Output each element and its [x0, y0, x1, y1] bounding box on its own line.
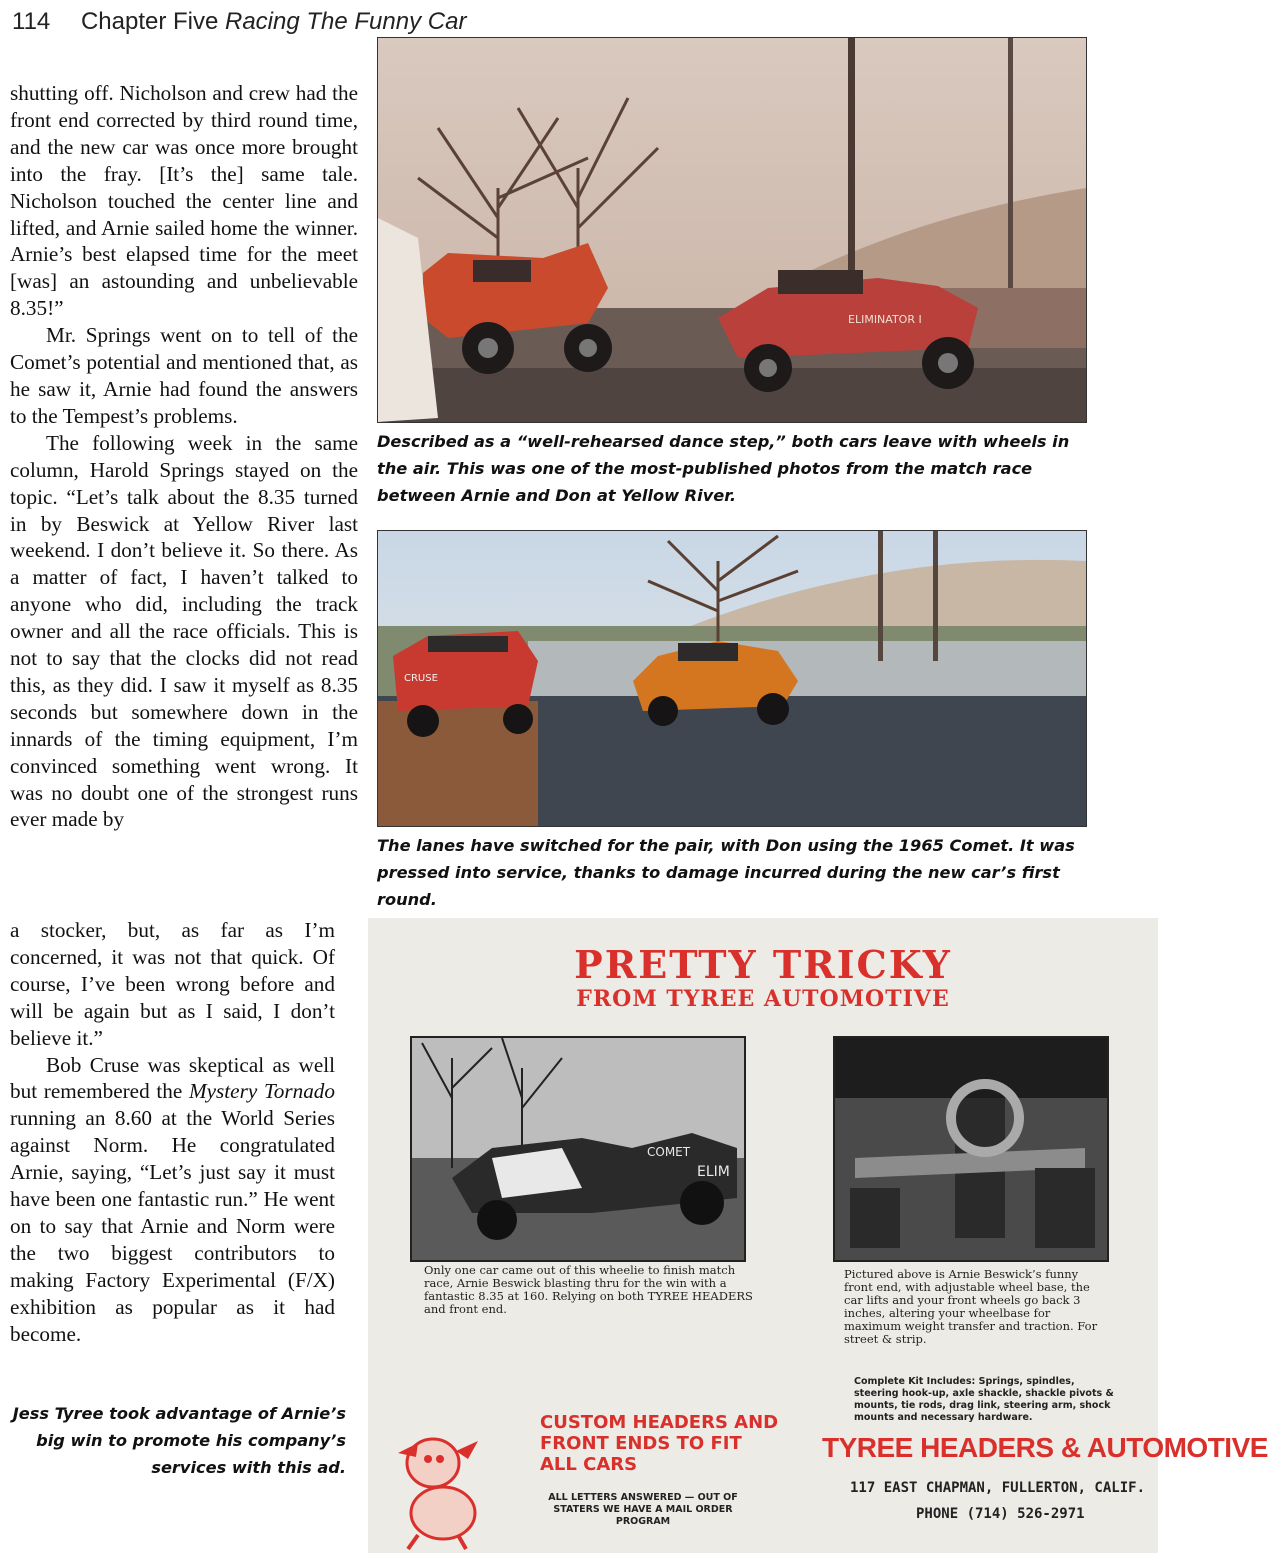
text-run: running an 8.60 at the World Series against Norm. He congratulated Arnie, saying, “Let’s just say it must have been one fantastic run.” He went on to say that Arnie and Norm were the two biggest contributors to making Factory Experimental (F/X) exhibition as popular as it had become.: [10, 1106, 335, 1346]
chapter-subtitle: Racing The Funny Car: [225, 8, 467, 35]
photo-wheelstand-image: [378, 38, 1086, 422]
body-column: [10, 80, 358, 833]
ad-left-caption: Only one car came out of this wheelie to finish match race, Arnie Beswick blasting thru for the win with a fantastic 8.35 at 160. Relying on both TYREE HEADERS and front end.: [424, 1263, 753, 1316]
ad-slogan: CUSTOM HEADERS AND FRONT ENDS TO FIT ALL CARS: [540, 1412, 779, 1475]
ad-mail-order: ALL LETTERS ANSWERED — OUT OF STATERS WE HAVE A MAIL ORDER PROGRAM: [548, 1492, 738, 1527]
body-paragraph-cruse: [10, 1052, 335, 1348]
body-paragraph: The following week in the same column, Harold Springs stayed on the topic. “Let’s talk about the 8.35 turned in by Beswick at Yellow River last weekend. I don’t believe it. So there. As a matter of fact, I haven’t talked to anyone who did, including the track owner and all the race officials. This is not to say that the clocks did not read this, as they did. I saw it myself as 8.35 seconds but somewhere down in the innards of the timing equipment, I’m convinced something went wrong. It was no doubt one of the strongest runs ever made by: [10, 430, 358, 832]
chapter-title: Chapter Five: [80, 8, 219, 35]
mascot-icon: [388, 1423, 493, 1551]
photo-wheelstand: [377, 37, 1087, 423]
photo-lanes-switched: [377, 530, 1087, 827]
photo-lanes-switched-image: [378, 531, 1086, 826]
ad-photo-wheelie-image: [412, 1038, 744, 1260]
body-paragraph: a stocker, but, as far as I’m concerned, it was not that quick. Of course, I’ve been wrong before and will be again but as I said, I don’t believe it.”: [10, 918, 335, 1050]
text-run: Bob Cruse was skeptical as well but remembered the: [10, 1052, 335, 1104]
body-paragraph: shutting off. Nicholson and crew had the front end corrected by third round time, and the new car was once more brought into the fray. [It’s the] same tale. Nicholson touched the center line and lifted, and Arnie sailed home the winner. Arnie’s best elapsed time for the meet [was] an astounding and unbelievable 8.35!”: [10, 81, 358, 321]
body-column-lower: [10, 917, 335, 1348]
ad-photo-wheelie: [410, 1036, 746, 1262]
photo2-caption: The lanes have switched for the pair, with Don using the 1965 Comet. It was pressed into service, thanks to damage incurred during the new car’s first round.: [377, 836, 1075, 909]
italic-title: Mystery Tornado: [188, 1079, 335, 1104]
photo1-caption: Described as a “well-rehearsed dance step,” both cars leave with wheels in the air. This was one of the most-published photos from the match race between Arnie and Don at Yellow River.: [377, 432, 1070, 505]
mascot-icon-drawing: [388, 1423, 493, 1551]
ad-kit-contents: Complete Kit Includes: Springs, spindles, steering hook-up, axle shackle, shackle pivots & mounts, tie rods, drag link, steering arm, shock mounts and necessary hardware.: [854, 1376, 1114, 1423]
page-number: 114: [12, 8, 51, 35]
ad-caption: Jess Tyree took advantage of Arnie’s big win to promote his company’s services with this ad.: [12, 1404, 346, 1477]
ad-right-caption: Pictured above is Arnie Beswick’s funny front end, with adjustable wheel base, the car lifts and your front wheels go back 3 inches, altering your wheelbase for maximum weight transfer and traction. For street & strip.: [844, 1267, 1098, 1346]
ad-phone: PHONE (714) 526-2971: [916, 1506, 1085, 1522]
ad-car-comet-label: COMET: [647, 1145, 691, 1159]
car2-label: CRUSE: [404, 673, 438, 684]
ad-address: 117 EAST CHAPMAN, FULLERTON, CALIF.: [850, 1480, 1146, 1496]
ad-title: PRETTY TRICKY: [574, 942, 952, 987]
body-paragraph: Mr. Springs went on to tell of the Comet’s potential and mentioned that, as he saw it, Arnie had found the answers to the Tempest’s problems.: [10, 323, 358, 428]
tyree-advertisement: [368, 918, 1268, 1553]
ad-company-name: TYREE HEADERS & AUTOMOTIVE: [822, 1432, 1268, 1463]
ad-subtitle: FROM TYREE AUTOMOTIVE: [576, 986, 950, 1012]
car1-label: ELIMINATOR I: [848, 313, 922, 326]
ad-photo-front-end-image: [835, 1038, 1107, 1260]
page-header: [12, 8, 466, 36]
ad-car-elim-label: ELIM: [697, 1164, 730, 1180]
ad-photo-front-end: [833, 1036, 1109, 1262]
